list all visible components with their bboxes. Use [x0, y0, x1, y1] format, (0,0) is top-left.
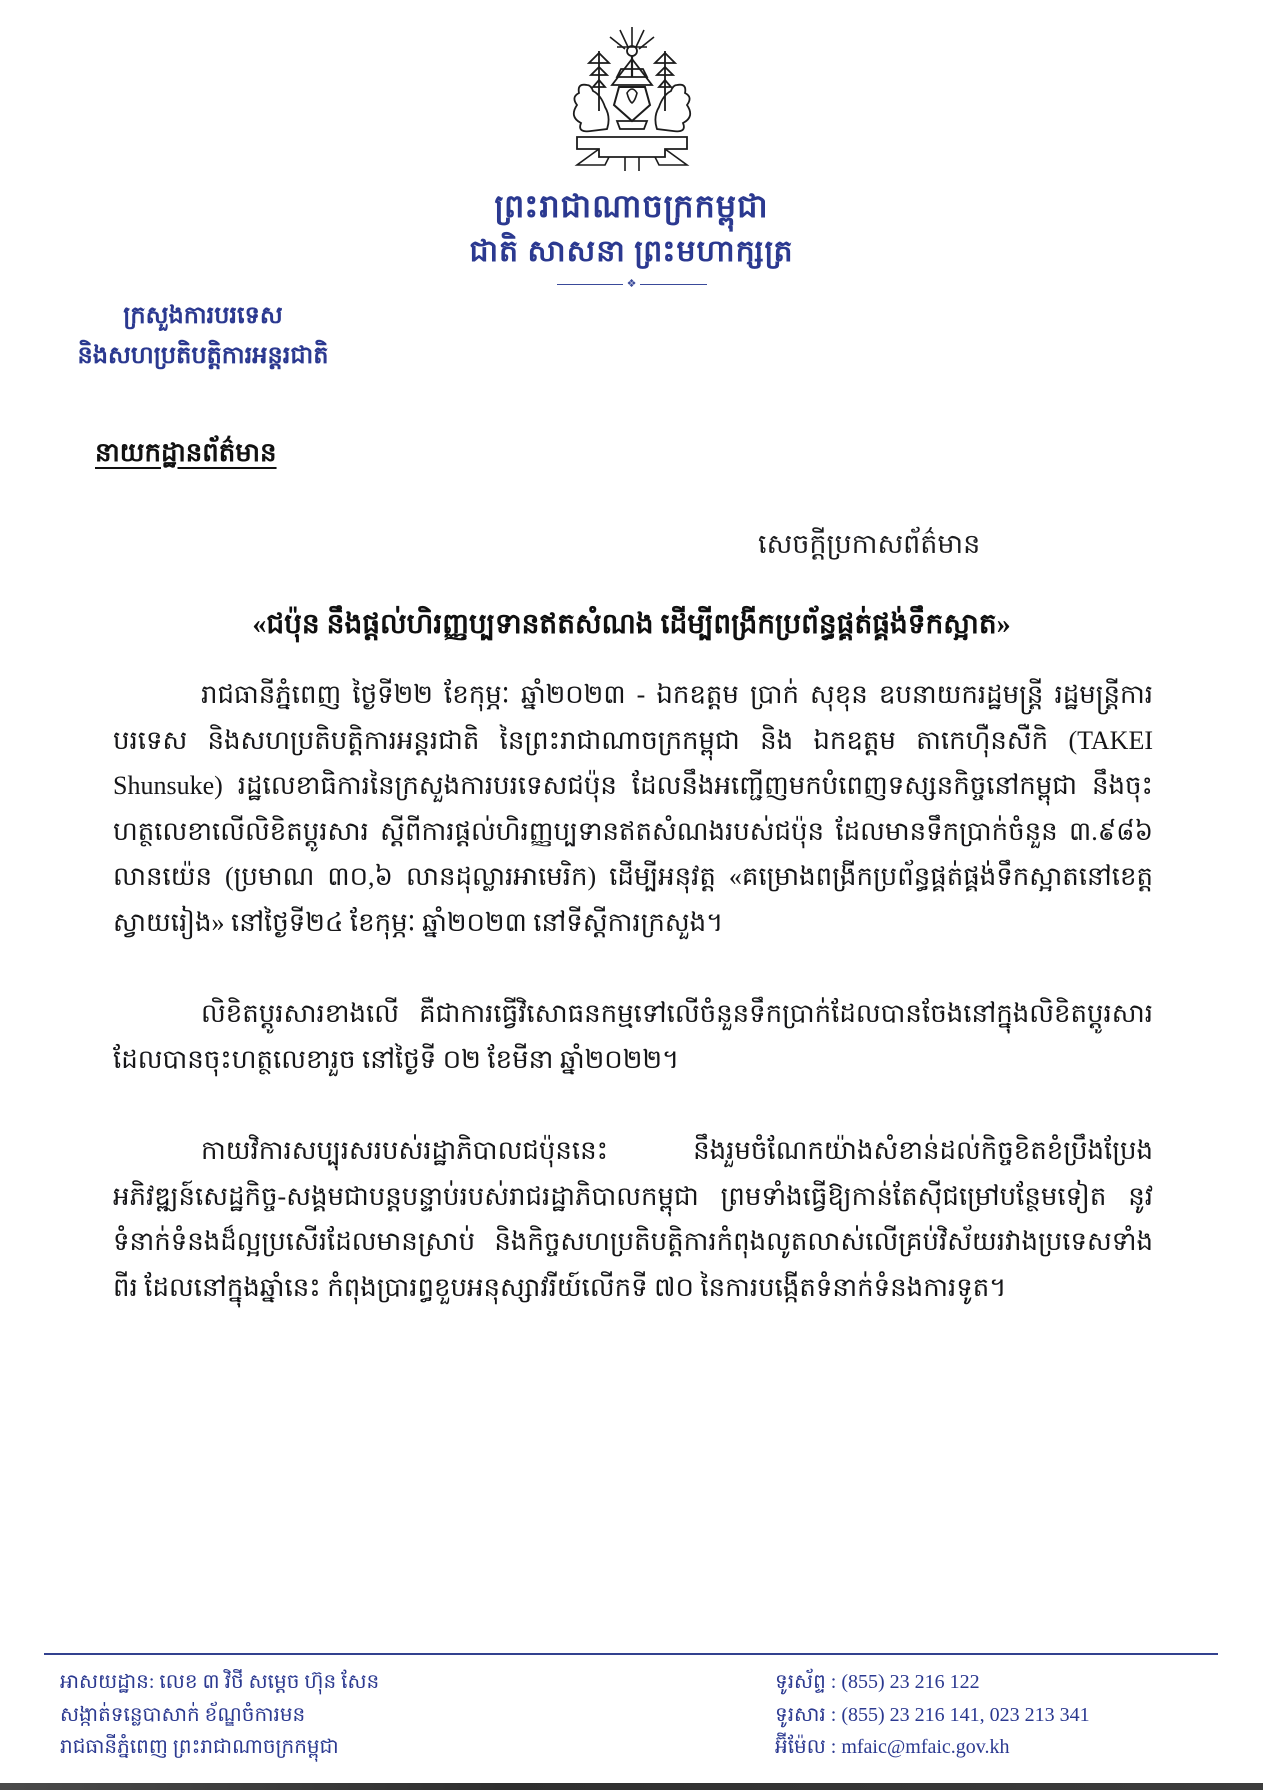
- body-paragraph-2: លិខិតប្តូរសារខាងលើ គឺជាការធ្វើវិសោធនកម្មទៅលើចំនួនទឹកប្រាក់ដែលបានចែងនៅក្នុងលិខិតប្តូរសារដែលបានចុះហត្ថលេខារួច នៅថ្ងៃទី ០២ ខែមីនា ឆ្នាំ២០២២។: [113, 999, 1153, 1074]
- royal-arms-icon: [547, 25, 717, 185]
- department-name: នាយកដ្ឋានព័ត៌មាន: [95, 438, 277, 467]
- document-type-label: សេចក្តីប្រកាសព័ត៌មាន: [758, 529, 981, 559]
- footer-divider-line: [44, 1653, 1218, 1655]
- ornament-glyph: ❖: [626, 277, 637, 290]
- footer-address-block: [60, 1666, 620, 1764]
- body-paragraph-1: រាជធានីភ្នំពេញ ថ្ងៃទី២២ ខែកុម្ភៈ ឆ្នាំ២០២៣ - ឯកឧត្តម ប្រាក់ សុខុន ឧបនាយករដ្ឋមន្ត្រី រដ្ឋមន្ត្រីការបរទេស និងសហប្រតិបត្តិការអន្តរជាតិ នៃព្រះរាជាណាចក្រកម្ពុជា និង ឯកឧត្តម តាកេហ៊ឺនសឺកិ (TAKEI Shunsuke) រដ្ឋលេខាធិការនៃក្រសួងការបរទេសជប៉ុន ដែលនឹងអញ្ជើញមកបំពេញទស្សនកិច្ចនៅកម្ពុជា នឹងចុះហត្ថលេខាលើលិខិតប្តូរសារ ស្តីពីការផ្តល់ហិរញ្ញប្បទានឥតសំណងរបស់ជប៉ុន ដែលមានទឹកប្រាក់ចំនួន ៣.៩៨៦ លានយ៉េន (ប្រមាណ ៣០,៦ លានដុល្លារអាមេរិក) ដើម្បីអនុវត្ត «គម្រោងពង្រីកប្រព័ន្ធផ្គត់ផ្គង់ទឹកស្អាតនៅខេត្តស្វាយរៀង» នៅថ្ងៃទី២៤ ខែកុម្ភៈ ឆ្នាំ២០២៣ នៅទីស្តីការក្រសួង។: [113, 680, 1153, 937]
- footer-address-line3: រាជធានីភ្នំពេញ ព្រះរាជាណាចក្រកម្ពុជា: [60, 1736, 339, 1758]
- footer-address-line2: សង្កាត់ទន្លេបាសាក់ ខ័ណ្ឌចំការមន: [60, 1703, 306, 1726]
- ministry-name-line1: ក្រសួងការបរទេស: [123, 303, 283, 329]
- press-release-headline: «ជប៉ុន នឹងផ្តល់ហិរញ្ញប្បទានឥតសំណង ដើម្បីពង្រីកប្រព័ន្ធផ្គត់ផ្គង់ទឹកស្អាត»: [252, 609, 1011, 640]
- footer-fax: ទូរសារ : (855) 23 216 141, 023 213 341: [775, 1703, 1090, 1726]
- footer-address-line1: អាសយដ្ឋាន: លេខ ៣ វិថី សម្តេច ហ៊ុន សែន: [60, 1671, 380, 1693]
- kingdom-title: ព្រះរាជាណាចក្រកម្ពុជា: [494, 188, 769, 224]
- national-motto: ជាតិ សាសនា ព្រះមហាក្សត្រ: [469, 235, 794, 268]
- ornament-divider: [557, 278, 707, 290]
- ministry-name-block: [48, 296, 358, 376]
- press-release-body: [113, 672, 1153, 1356]
- ministry-name-line2: និងសហប្រតិបត្តិការអន្តរជាតិ: [77, 343, 329, 369]
- footer-phone: ទូរស័ព្ទ : (855) 23 216 122: [775, 1671, 980, 1693]
- body-paragraph-3: កាយវិការសប្បុរសរបស់រដ្ឋាភិបាលជប៉ុននេះ នឹងរួមចំណែកយ៉ាងសំខាន់ដល់កិច្ចខិតខំប្រឹងប្រែងអភិវឌ្ឍន៍សេដ្ឋកិច្ច-សង្គមជាបន្តបន្ទាប់របស់រាជរដ្ឋាភិបាលកម្ពុជា ព្រមទាំងធ្វើឱ្យកាន់តែស៊ីជម្រៅបន្ថែមទៀត នូវទំនាក់ទំនងដ៏ល្អប្រសើរដែលមានស្រាប់ និងកិច្ចសហប្រតិបត្តិការកំពុងលូតលាស់លើគ្រប់វិស័យរវាងប្រទេសទាំងពីរ ដែលនៅក្នុងឆ្នាំនេះ កំពុងប្រារព្ធខួបអនុស្សាវរីយ៍លើកទី ៧០ នៃការបង្កើតទំនាក់ទំនងការទូត។: [113, 1136, 1153, 1302]
- footer-contact-block: [685, 1666, 1205, 1764]
- scan-edge-artifact: [0, 1783, 1263, 1790]
- footer-email: អ៊ីម៉ែល : mfaic@mfaic.gov.kh: [775, 1736, 1010, 1758]
- royal-arms-of-cambodia-emblem: [547, 25, 717, 185]
